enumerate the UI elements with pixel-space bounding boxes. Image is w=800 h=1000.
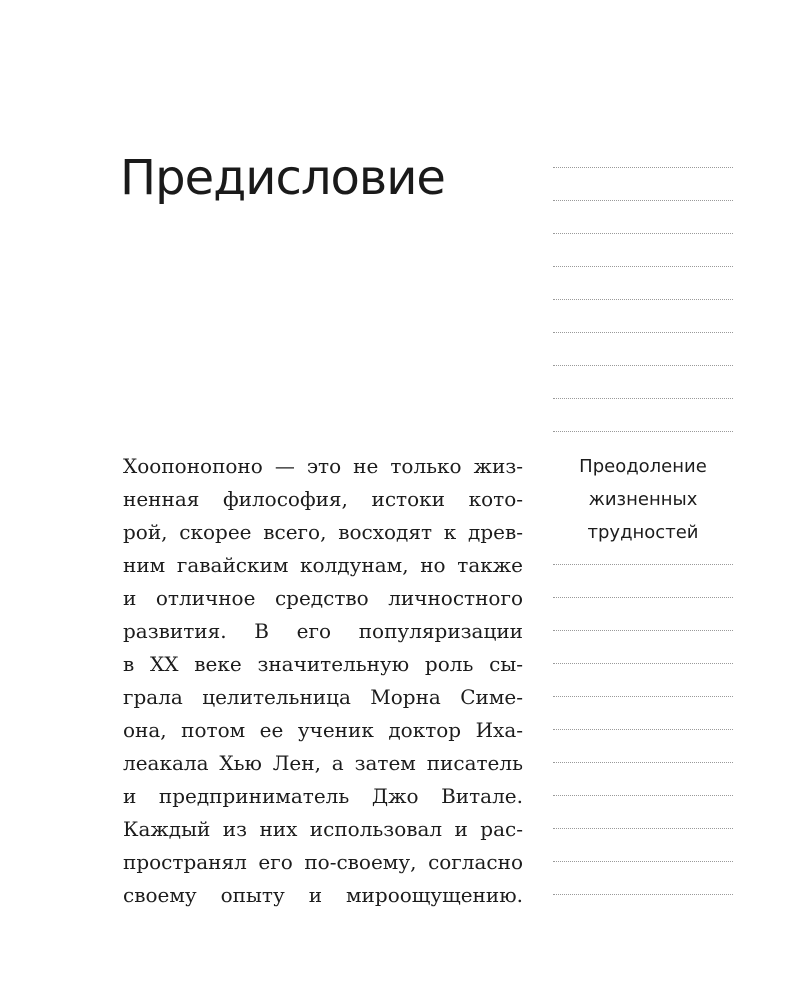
note-rule: [553, 564, 733, 565]
page-title: Предисловие: [120, 150, 445, 206]
note-rule: [553, 200, 733, 201]
paragraph-line: развития. В его популяризации: [123, 619, 523, 643]
note-rule: [553, 663, 733, 664]
note-rule: [553, 828, 733, 829]
note-rule: [553, 266, 733, 267]
paragraph-line: грала целительница Морна Симе-: [123, 685, 523, 709]
margin-note-line: трудностей: [587, 522, 699, 543]
paragraph-line: своему опыту и мироощущению.: [123, 883, 523, 907]
note-rule: [553, 762, 733, 763]
paragraph-line: она, потом ее ученик доктор Иха-: [123, 718, 523, 742]
note-rule: [553, 233, 733, 234]
margin-note-line: Преодоление: [579, 456, 707, 477]
paragraph-line: Хоопонопоно — это не только жиз-: [123, 454, 523, 478]
paragraph-line: ненная философия, истоки кото-: [123, 487, 523, 511]
paragraph-line: леакала Хью Лен, а затем писатель: [123, 751, 523, 775]
note-rule: [553, 398, 733, 399]
margin-note: [553, 450, 733, 549]
note-rule: [553, 894, 733, 895]
paragraph-line: рой, скорее всего, восходят к древ-: [123, 520, 523, 544]
paragraph-line: и отличное средство личностного: [123, 586, 523, 610]
body-paragraph: [123, 450, 523, 912]
note-rule: [553, 431, 733, 432]
note-rule: [553, 597, 733, 598]
paragraph-line: Каждый из них использовал и рас-: [123, 817, 523, 841]
note-rule: [553, 696, 733, 697]
note-rule: [553, 365, 733, 366]
paragraph-line: и предприниматель Джо Витале.: [123, 784, 523, 808]
paragraph-line: в XX веке значительную роль сы-: [123, 652, 523, 676]
note-rule: [553, 795, 733, 796]
note-rule: [553, 299, 733, 300]
note-rule: [553, 861, 733, 862]
paragraph-line: пространял его по-своему, согласно: [123, 850, 523, 874]
note-rule: [553, 332, 733, 333]
notes-column: [553, 0, 733, 1000]
margin-note-line: жизненных: [588, 489, 698, 510]
paragraph-line: ним гавайским колдунам, но также: [123, 553, 523, 577]
note-rule: [553, 630, 733, 631]
note-rule: [553, 167, 733, 168]
note-rule: [553, 729, 733, 730]
